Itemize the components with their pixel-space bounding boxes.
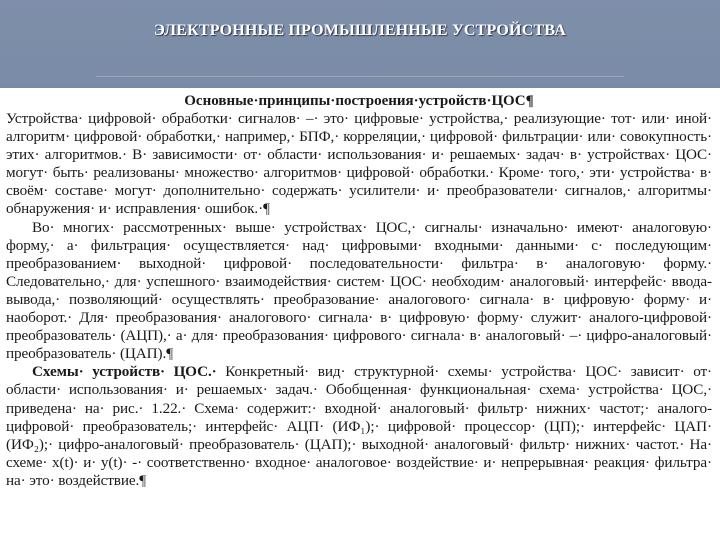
title-divider — [96, 76, 624, 77]
paragraph-analog-interface: Во· многих· рассмотренных· выше· устройствах· ЦОС,· сигналы· изначально· имеют· аналоговую· форму,· а· фильтрация· осуществляется· над· цифровыми· входными· данными· с· последующим· преобразованием· выходной· цифровой· последовательности· фильтра· в· аналоговую· форму.· Следовательно,· для· успешного· взаимодействия· систем· ЦОС· необходим· аналоговый· интерфейс· ввода-вывода,· позволяющий· осуществлять· преобразование· аналогового· сигнала· в· цифровую· форму· и· наоборот.· Для· преобразования· аналогового· сигнала· в· цифровую· форму· служит· аналого-цифровой· преобразователь· (АЦП),· а· для· преобразования· цифрового· сигнала· в· аналоговый· –· цифро-аналоговый· преобразователь· (ЦАП).¶ — [6, 218, 712, 363]
section-heading: Основные·принципы·построения·устройств·ЦОС¶ — [184, 93, 534, 109]
slide-title: ЭЛЕКТРОННЫЕ ПРОМЫШЛЕННЫЕ УСТРОЙСТВА — [154, 22, 566, 39]
document-page — [0, 88, 720, 540]
paragraph-dsp-schemes — [6, 363, 712, 490]
paragraph-body: Конкретный· вид· структурной· схемы· устройства· ЦОС· зависит· от· области· использования· и· решаемых· задач.· Обобщенная· функциональная· схема· устройства· ЦОС,· приведена· на· рис.· 1.22.· Схема· содержит:· входной· аналоговый· фильтр· нижних· частот;· аналого-цифровой· преобразователь;· интерфейс· АЦП· (ИФ₁);· цифровой· процессор· (ЦП);· интерфейс· ЦАП· (ИФ₂);· цифро-аналоговый· преобразователь· (ЦАП);· выходной· аналоговый· фильтр· нижних· частот.· На· схеме· x(t)· и· y(t)· -· соответственно· входное· аналоговое· воздействие· и· непрерывная· реакция· фильтра· на· это· воздействие.¶ — [6, 363, 712, 489]
paragraph-lead-bold: Схемы· устройств· ЦОС.· — [32, 363, 217, 381]
paragraph-dsp-devices: Устройства· цифровой· обработки· сигналов· –· это· цифровые· устройства,· реализующие· тот· или· иной· алгоритм· цифровой· обработки,· например,· БПФ,· корреляции,· цифровой· фильтрации· или· совокупность· этих· алгоритмов.· В· зависимости· от· области· использования· и· решаемых· задач· в· устройствах· ЦОС· могут· быть· реализованы· множество· алгоритмов· цифровой· обработки.· Кроме· того,· эти· устройства· в· своём· составе· могут· дополнительно· содержать· усилители· и· преобразователи· сигналов,· алгоритмы· обнаружения· и· исправления· ошибок.·¶ — [6, 110, 712, 218]
